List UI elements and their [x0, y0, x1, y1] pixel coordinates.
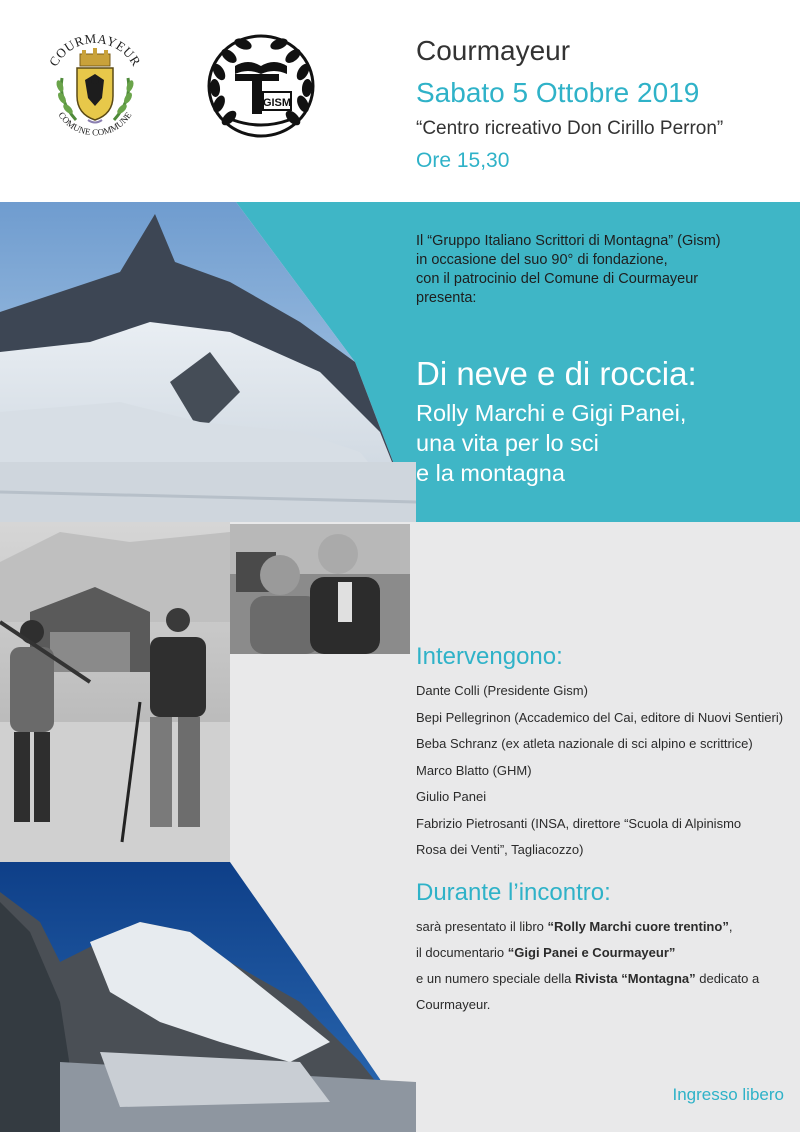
comune-coat-of-arms-logo — [40, 28, 150, 148]
speakers-list — [416, 678, 783, 864]
event-info — [416, 34, 723, 176]
svg-text:GISM: GISM — [262, 97, 292, 109]
mountain-glacier-photo — [0, 202, 416, 522]
magazine-title: Rivista “Montagna” — [575, 971, 696, 986]
subtitle-line: Rolly Marchi e Gigi Panei, — [416, 400, 687, 426]
intro-line: presenta: — [416, 290, 477, 306]
speaker-item: Rosa dei Venti”, Tagliacozzo) — [416, 842, 584, 857]
during-heading: Durante l’incontro: — [416, 879, 611, 906]
event-title: Di neve e di roccia: — [416, 355, 697, 392]
svg-text:COMUNE COMMUNE: COMUNE COMMUNE — [56, 110, 134, 138]
during-line: Courmayeur. — [416, 997, 491, 1012]
during-line: sarà presentato il libro “Rolly Marchi cuore trentino”, — [416, 919, 733, 934]
intro-paragraph — [416, 232, 786, 308]
event-date: Sabato 5 Ottobre 2019 — [416, 77, 700, 108]
subtitle-line: una vita per lo sci — [416, 430, 599, 456]
gism-logo — [205, 32, 317, 140]
svg-text:COURMAYEUR: COURMAYEUR — [45, 30, 145, 69]
speaker-item: Fabrizio Pietrosanti (INSA, direttore “Scuola di Alpinismo — [416, 815, 742, 831]
speaker-item: Marco Blatto (GHM) — [416, 762, 532, 778]
event-subtitle — [416, 398, 686, 488]
during-line: e un numero speciale della Rivista “Montagna” dedicato a — [416, 971, 760, 986]
event-venue: “Centro ricreativo Don Cirillo Perron” — [416, 118, 724, 139]
intro-line: Il “Gruppo Italiano Scrittori di Montagna” (Gism) — [416, 233, 721, 249]
intro-line: con il patrocinio del Comune di Courmayeur — [416, 271, 699, 287]
speaker-item: Beba Schranz (ex atleta nazionale di sci alpino e scrittrice) — [416, 736, 753, 751]
during-description — [416, 914, 759, 1018]
during-line: il documentario “Gigi Panei e Courmayeur” — [416, 945, 676, 960]
mountain-peaks-photo — [0, 862, 416, 1132]
event-time: Ore 15,30 — [416, 149, 510, 172]
documentary-title: “Gigi Panei e Courmayeur” — [507, 945, 676, 960]
subtitle-line: e la montagna — [416, 460, 565, 486]
two-men-portrait-photo — [230, 524, 410, 654]
event-city: Courmayeur — [416, 35, 571, 66]
free-entry-note: Ingresso libero — [672, 1085, 784, 1104]
speakers-heading: Intervengono: — [416, 643, 563, 670]
header — [0, 0, 800, 202]
speaker-item: Dante Colli (Presidente Gism) — [416, 683, 588, 698]
speaker-item: Bepi Pellegrinon (Accademico del Cai, editore di Nuovi Sentieri) — [416, 709, 784, 725]
skiers-black-white-photo — [0, 522, 230, 862]
intro-line: in occasione del suo 90° di fondazione, — [416, 252, 668, 268]
speaker-item: Giulio Panei — [416, 789, 487, 804]
book-title: “Rolly Marchi cuore trentino” — [547, 919, 729, 934]
